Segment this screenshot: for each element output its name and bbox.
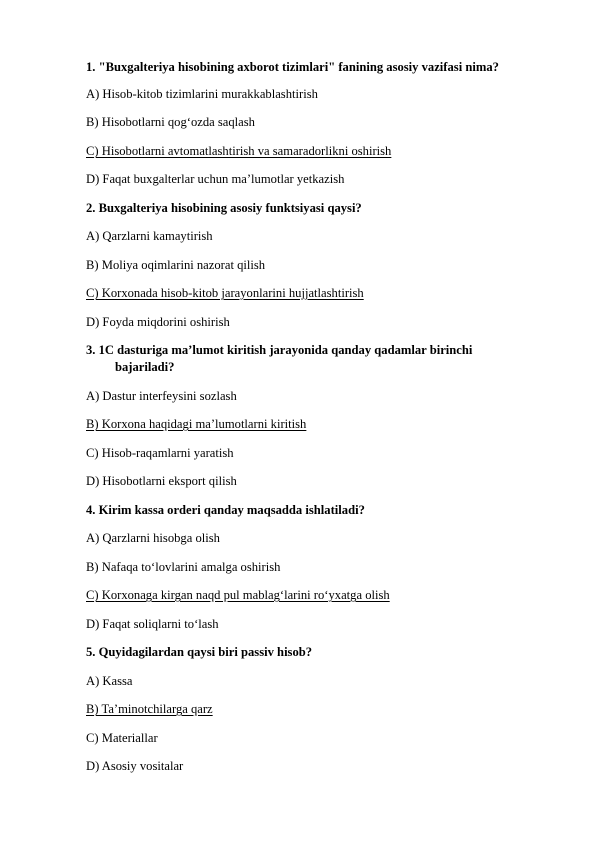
question-3-option-d: D) Hisobotlarni eksport qilish (86, 474, 237, 488)
question-1-option-b: B) Hisobotlarni qog‘ozda saqlash (86, 115, 255, 129)
question-1-option-c-correct: C) Hisobotlarni avtomatlashtirish va samaradorlikni oshirish (86, 144, 392, 158)
question-5-option-b-correct: B) Ta’minotchilarga qarz (86, 702, 213, 716)
question-4-option-c-correct: C) Korxonaga kirgan naqd pul mablag‘larini ro‘yxatga olish (86, 588, 390, 602)
question-2-text: 2. Buxgalteriya hisobining asosiy funktsiyasi qaysi? (86, 201, 362, 215)
question-3-text: 3. 1C dasturiga ma’lumot kiritish jarayonida qanday qadamlar birinchi (86, 343, 473, 357)
question-4-option-a: A) Qarzlarni hisobga olish (86, 531, 220, 545)
question-4-text: 4. Kirim kassa orderi qanday maqsadda ishlatiladi? (86, 503, 365, 517)
question-1-option-a: A) Hisob-kitob tizimlarini murakkablashtirish (86, 87, 318, 101)
question-1-option-d: D) Faqat buxgalterlar uchun ma’lumotlar yetkazish (86, 172, 345, 186)
question-3-option-c: C) Hisob-raqamlarni yaratish (86, 446, 234, 460)
question-3-option-b-correct: B) Korxona haqidagi ma’lumotlarni kiritish (86, 417, 307, 431)
question-3-text-continued: bajariladi? (115, 360, 175, 374)
question-2-option-b: B) Moliya oqimlarini nazorat qilish (86, 258, 266, 272)
question-1-text: 1. "Buxgalteriya hisobining axborot tizimlari" fanining asosiy vazifasi nima? (86, 60, 499, 74)
question-5-text: 5. Quyidagilardan qaysi biri passiv hisob? (86, 645, 313, 659)
question-4-option-d: D) Faqat soliqlarni to‘lash (86, 617, 219, 631)
question-2-option-c-correct: C) Korxonada hisob-kitob jarayonlarini hujjatlashtirish (86, 286, 364, 300)
question-5-option-c: C) Materiallar (86, 731, 158, 745)
question-5-option-a: A) Kassa (86, 674, 133, 688)
question-3-option-a: A) Dastur interfeysini sozlash (86, 389, 237, 403)
question-2-option-a: A) Qarzlarni kamaytirish (86, 229, 213, 243)
question-5-option-d: D) Asosiy vositalar (86, 759, 184, 773)
question-4-option-b: B) Nafaqa to‘lovlarini amalga oshirish (86, 560, 281, 574)
question-2-option-d: D) Foyda miqdorini oshirish (86, 315, 230, 329)
